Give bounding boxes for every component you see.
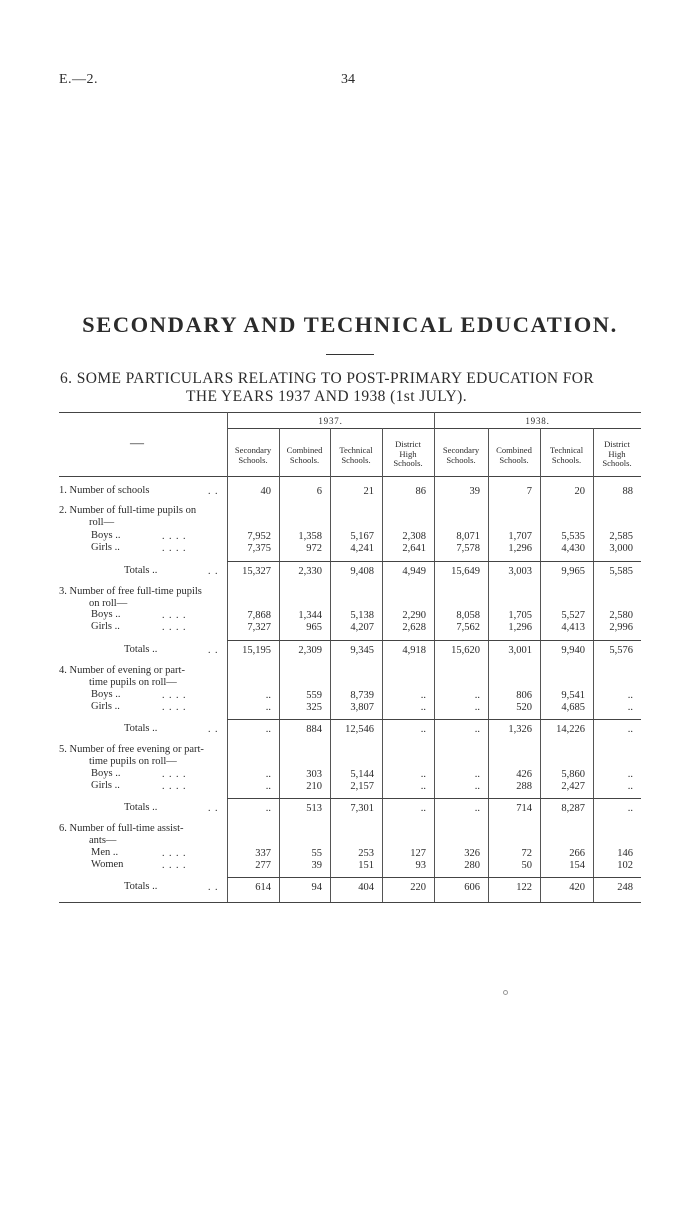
table-cell: .. <box>420 702 426 713</box>
table-cell: 9,345 <box>350 645 374 656</box>
leader-dots: . . <box>208 645 219 656</box>
column-header-line: Technical <box>339 445 373 455</box>
table-cell: 72 <box>521 848 532 859</box>
table-cell: 1,326 <box>508 724 532 735</box>
table-title-line-1: 6. SOME PARTICULARS RELATING TO POST-PRIMARY EDUCATION FOR <box>60 370 595 387</box>
table-cell: 88 <box>622 486 633 497</box>
table-cell: 102 <box>617 860 633 871</box>
table-cell: 884 <box>306 724 322 735</box>
column-header <box>382 440 434 469</box>
table-cell: 1,358 <box>298 531 322 542</box>
leader-dots: . . <box>208 803 219 814</box>
label-evening-pupils: 4. Number of evening or part- <box>59 665 185 676</box>
table-cell: 614 <box>255 882 271 893</box>
table-cell: .. <box>474 803 480 814</box>
table-bottom-rule <box>59 902 641 903</box>
column-header-line: Secondary <box>234 445 272 455</box>
totals-rule <box>227 719 641 720</box>
leader-dots: . . . . <box>162 622 187 633</box>
table-cell: 7,578 <box>456 543 480 554</box>
leader-dots: . . . . <box>162 531 187 542</box>
table-cell: 7,301 <box>350 803 374 814</box>
table-cell: .. <box>265 803 271 814</box>
table-cell: 9,940 <box>561 645 585 656</box>
table-cell: .. <box>474 690 480 701</box>
column-header-line: Schools. <box>289 454 320 465</box>
table-cell: 4,413 <box>561 622 585 633</box>
table-cell: 714 <box>516 803 532 814</box>
table-cell: 40 <box>260 486 271 497</box>
table-cell: 122 <box>516 882 532 893</box>
table-cell: 1,707 <box>508 531 532 542</box>
table-cell: 50 <box>521 860 532 871</box>
table-cell: 2,330 <box>298 566 322 577</box>
column-header-line: Schools. <box>446 454 476 465</box>
page-title: SECONDARY AND TECHNICAL EDUCATION. <box>82 312 618 337</box>
table-cell: 3,003 <box>508 566 532 577</box>
label-girls: Girls .. <box>91 542 120 553</box>
label-number-of-schools: 1. Number of schools <box>59 485 150 496</box>
table-cell: 5,576 <box>609 645 633 656</box>
label-free-evening-pupils-cont: time pupils on roll— <box>89 756 177 767</box>
table-cell: 2,641 <box>402 543 426 554</box>
table-cell: 7,868 <box>247 610 271 621</box>
table-cell: .. <box>627 803 633 814</box>
leader-dots: . . . . <box>162 781 187 792</box>
label-girls: Girls .. <box>91 701 120 712</box>
column-header <box>488 446 540 465</box>
year-divider-rule <box>434 412 435 902</box>
table-cell: 248 <box>617 882 633 893</box>
table-cell: 1,296 <box>508 622 532 633</box>
label-girls: Girls .. <box>91 621 120 632</box>
table-title-line-2: THE YEARS 1937 AND 1938 (1st JULY). <box>186 388 467 405</box>
table-cell: 15,649 <box>451 566 480 577</box>
label-free-full-time-pupils: 3. Number of free full-time pupils <box>59 586 202 597</box>
stub-dash: — <box>130 436 144 451</box>
totals-rule <box>227 798 641 799</box>
table-cell: 146 <box>617 848 633 859</box>
table-cell: 513 <box>306 803 322 814</box>
table-cell: .. <box>265 781 271 792</box>
table-cell: 277 <box>255 860 271 871</box>
table-cell: .. <box>627 781 633 792</box>
table-cell: 1,705 <box>508 610 532 621</box>
column-header <box>279 446 330 465</box>
table-cell: 2,427 <box>561 781 585 792</box>
table-cell: 606 <box>464 882 480 893</box>
table-cell: 9,541 <box>561 690 585 701</box>
label-totals: Totals .. <box>124 565 158 576</box>
table-cell: 9,408 <box>350 566 374 577</box>
table-cell: 426 <box>516 769 532 780</box>
column-header <box>434 446 488 465</box>
leader-dots: . . . . <box>162 690 187 701</box>
table-cell: 5,167 <box>350 531 374 542</box>
table-cell: 210 <box>306 781 322 792</box>
label-boys: Boys .. <box>91 609 121 620</box>
table-cell: 337 <box>255 848 271 859</box>
table-cell: 404 <box>358 882 374 893</box>
table-cell: .. <box>420 781 426 792</box>
column-rule <box>488 428 489 902</box>
table-cell: 7 <box>526 486 532 497</box>
table-cell: 7,375 <box>247 543 271 554</box>
label-men: Men .. <box>91 847 119 858</box>
table-cell: 3,001 <box>508 645 532 656</box>
table-cell: .. <box>265 724 271 735</box>
table-cell: 420 <box>569 882 585 893</box>
table-cell: 14,226 <box>556 724 585 735</box>
totals-rule <box>227 561 641 562</box>
table-cell: 3,807 <box>350 702 374 713</box>
table-cell: 288 <box>516 781 532 792</box>
leader-dots: . . <box>208 566 219 577</box>
column-header-line: High <box>399 448 417 459</box>
table-cell: 4,685 <box>561 702 585 713</box>
column-header-line: Schools. <box>393 458 423 468</box>
column-rule <box>540 428 541 902</box>
table-cell: .. <box>265 690 271 701</box>
table-cell: 806 <box>516 690 532 701</box>
leader-dots: . . . . <box>162 848 187 859</box>
table-cell: .. <box>627 769 633 780</box>
table-cell: 1,344 <box>298 610 322 621</box>
document-reference: E.—2. <box>59 72 99 87</box>
table-cell: 5,138 <box>350 610 374 621</box>
column-header-line: Secondary <box>442 445 480 455</box>
table-cell: 4,241 <box>350 543 374 554</box>
table-cell: 4,949 <box>402 566 426 577</box>
label-boys: Boys .. <box>91 530 121 541</box>
table-cell: 4,207 <box>350 622 374 633</box>
table-cell: .. <box>627 702 633 713</box>
table-top-rule <box>59 412 641 413</box>
leader-dots: . . <box>208 486 219 497</box>
table-cell: 253 <box>358 848 374 859</box>
table-cell: 326 <box>464 848 480 859</box>
table-cell: .. <box>474 724 480 735</box>
table-cell: 280 <box>464 860 480 871</box>
table-cell: 3,000 <box>609 543 633 554</box>
column-header-line: Combined <box>286 445 323 455</box>
leader-dots: . . . . <box>162 610 187 621</box>
label-boys: Boys .. <box>91 689 121 700</box>
table-cell: 2,585 <box>609 531 633 542</box>
header-bottom-rule <box>59 476 641 477</box>
table-cell: 39 <box>469 486 480 497</box>
table-cell: 86 <box>415 486 426 497</box>
table-cell: 4,430 <box>561 543 585 554</box>
column-rule <box>593 428 594 902</box>
leader-dots: . . <box>208 724 219 735</box>
table-cell: 154 <box>569 860 585 871</box>
table-cell: .. <box>420 724 426 735</box>
table-cell: 965 <box>306 622 322 633</box>
table-cell: 15,620 <box>451 645 480 656</box>
table-cell: 9,965 <box>561 566 585 577</box>
column-header-line: District <box>395 439 421 449</box>
label-totals: Totals .. <box>124 802 158 813</box>
table-cell: 151 <box>358 860 374 871</box>
table-cell: 1,296 <box>508 543 532 554</box>
column-rule <box>279 428 280 902</box>
table-cell: .. <box>265 769 271 780</box>
table-cell: 7,562 <box>456 622 480 633</box>
column-header <box>540 446 593 465</box>
table-cell: 2,628 <box>402 622 426 633</box>
table-cell: 8,058 <box>456 610 480 621</box>
table-cell: 972 <box>306 543 322 554</box>
column-header <box>330 446 382 465</box>
table-cell: 220 <box>410 882 426 893</box>
column-rule <box>382 428 383 902</box>
column-header-line: High <box>608 448 626 459</box>
table-cell: 5,535 <box>561 531 585 542</box>
column-rule <box>330 428 331 902</box>
label-free-evening-pupils: 5. Number of free evening or part- <box>59 744 204 755</box>
column-header <box>593 440 641 469</box>
leader-dots: . . . . <box>162 702 187 713</box>
table-cell: 15,195 <box>242 645 271 656</box>
label-full-time-pupils: 2. Number of full-time pupils on <box>59 505 197 516</box>
page-number: 34 <box>341 72 355 87</box>
table-cell: .. <box>474 702 480 713</box>
table-cell: 94 <box>311 882 322 893</box>
column-header-line: District <box>604 439 630 449</box>
column-header-line: Technical <box>549 445 584 455</box>
table-cell: 7,952 <box>247 531 271 542</box>
table-cell: 2,290 <box>402 610 426 621</box>
label-evening-pupils-cont: time pupils on roll— <box>89 677 177 688</box>
table-cell: 15,327 <box>242 566 271 577</box>
table-cell: 8,739 <box>350 690 374 701</box>
column-header-line: Schools. <box>341 454 371 465</box>
stub-rule <box>227 412 228 902</box>
leader-dots: . . <box>208 882 219 893</box>
table-cell: 325 <box>306 702 322 713</box>
totals-rule <box>227 640 641 641</box>
table-cell: 303 <box>306 769 322 780</box>
table-cell: .. <box>420 769 426 780</box>
leader-dots: . . . . <box>162 543 187 554</box>
table-cell: 20 <box>574 486 585 497</box>
table-cell: 2,157 <box>350 781 374 792</box>
column-header-line: Combined <box>496 445 532 455</box>
table-cell: 2,309 <box>298 645 322 656</box>
label-full-time-assistants: 6. Number of full-time assist- <box>59 823 184 834</box>
totals-rule <box>227 877 641 878</box>
table-cell: 559 <box>306 690 322 701</box>
table-cell: 8,071 <box>456 531 480 542</box>
table-cell: 266 <box>569 848 585 859</box>
table-cell: 5,527 <box>561 610 585 621</box>
table-cell: 21 <box>363 486 374 497</box>
table-cell: 5,144 <box>350 769 374 780</box>
column-header <box>227 446 279 465</box>
table-cell: 5,585 <box>609 566 633 577</box>
label-totals: Totals .. <box>124 723 158 734</box>
table-cell: 2,996 <box>609 622 633 633</box>
leader-dots: . . . . <box>162 860 187 871</box>
table-cell: .. <box>627 690 633 701</box>
column-header-line: Schools. <box>238 454 268 465</box>
table-cell: 127 <box>410 848 426 859</box>
label-boys: Boys .. <box>91 768 121 779</box>
label-girls: Girls .. <box>91 780 120 791</box>
table-cell: .. <box>420 803 426 814</box>
table-cell: 8,287 <box>561 803 585 814</box>
table-cell: 55 <box>311 848 322 859</box>
column-header-line: Schools. <box>551 454 582 465</box>
table-cell: 39 <box>311 860 322 871</box>
label-totals: Totals .. <box>124 644 158 655</box>
table-cell: .. <box>474 769 480 780</box>
label-women: Women <box>91 859 124 870</box>
column-header-line: Schools. <box>602 458 632 468</box>
year-1938-heading: 1938. <box>525 416 550 426</box>
table-cell: .. <box>627 724 633 735</box>
table-cell: 520 <box>516 702 532 713</box>
year-1937-heading: 1937. <box>318 416 343 426</box>
table-cell: .. <box>265 702 271 713</box>
table-cell: 4,918 <box>402 645 426 656</box>
label-full-time-pupils-cont: roll— <box>89 517 115 528</box>
column-header-line: Schools. <box>499 454 529 465</box>
label-full-time-assistants-cont: ants— <box>89 835 117 846</box>
label-totals: Totals .. <box>124 881 158 892</box>
table-cell: 2,308 <box>402 531 426 542</box>
table-cell: 93 <box>415 860 426 871</box>
scan-speck <box>503 990 508 995</box>
table-cell: 7,327 <box>247 622 271 633</box>
table-cell: 2,580 <box>609 610 633 621</box>
table-cell: .. <box>420 690 426 701</box>
leader-dots: . . . . <box>162 769 187 780</box>
table-cell: 5,860 <box>561 769 585 780</box>
table-cell: 6 <box>316 486 322 497</box>
label-free-full-time-pupils-cont: on roll— <box>89 598 128 609</box>
table-cell: 12,546 <box>345 724 374 735</box>
table-cell: .. <box>474 781 480 792</box>
